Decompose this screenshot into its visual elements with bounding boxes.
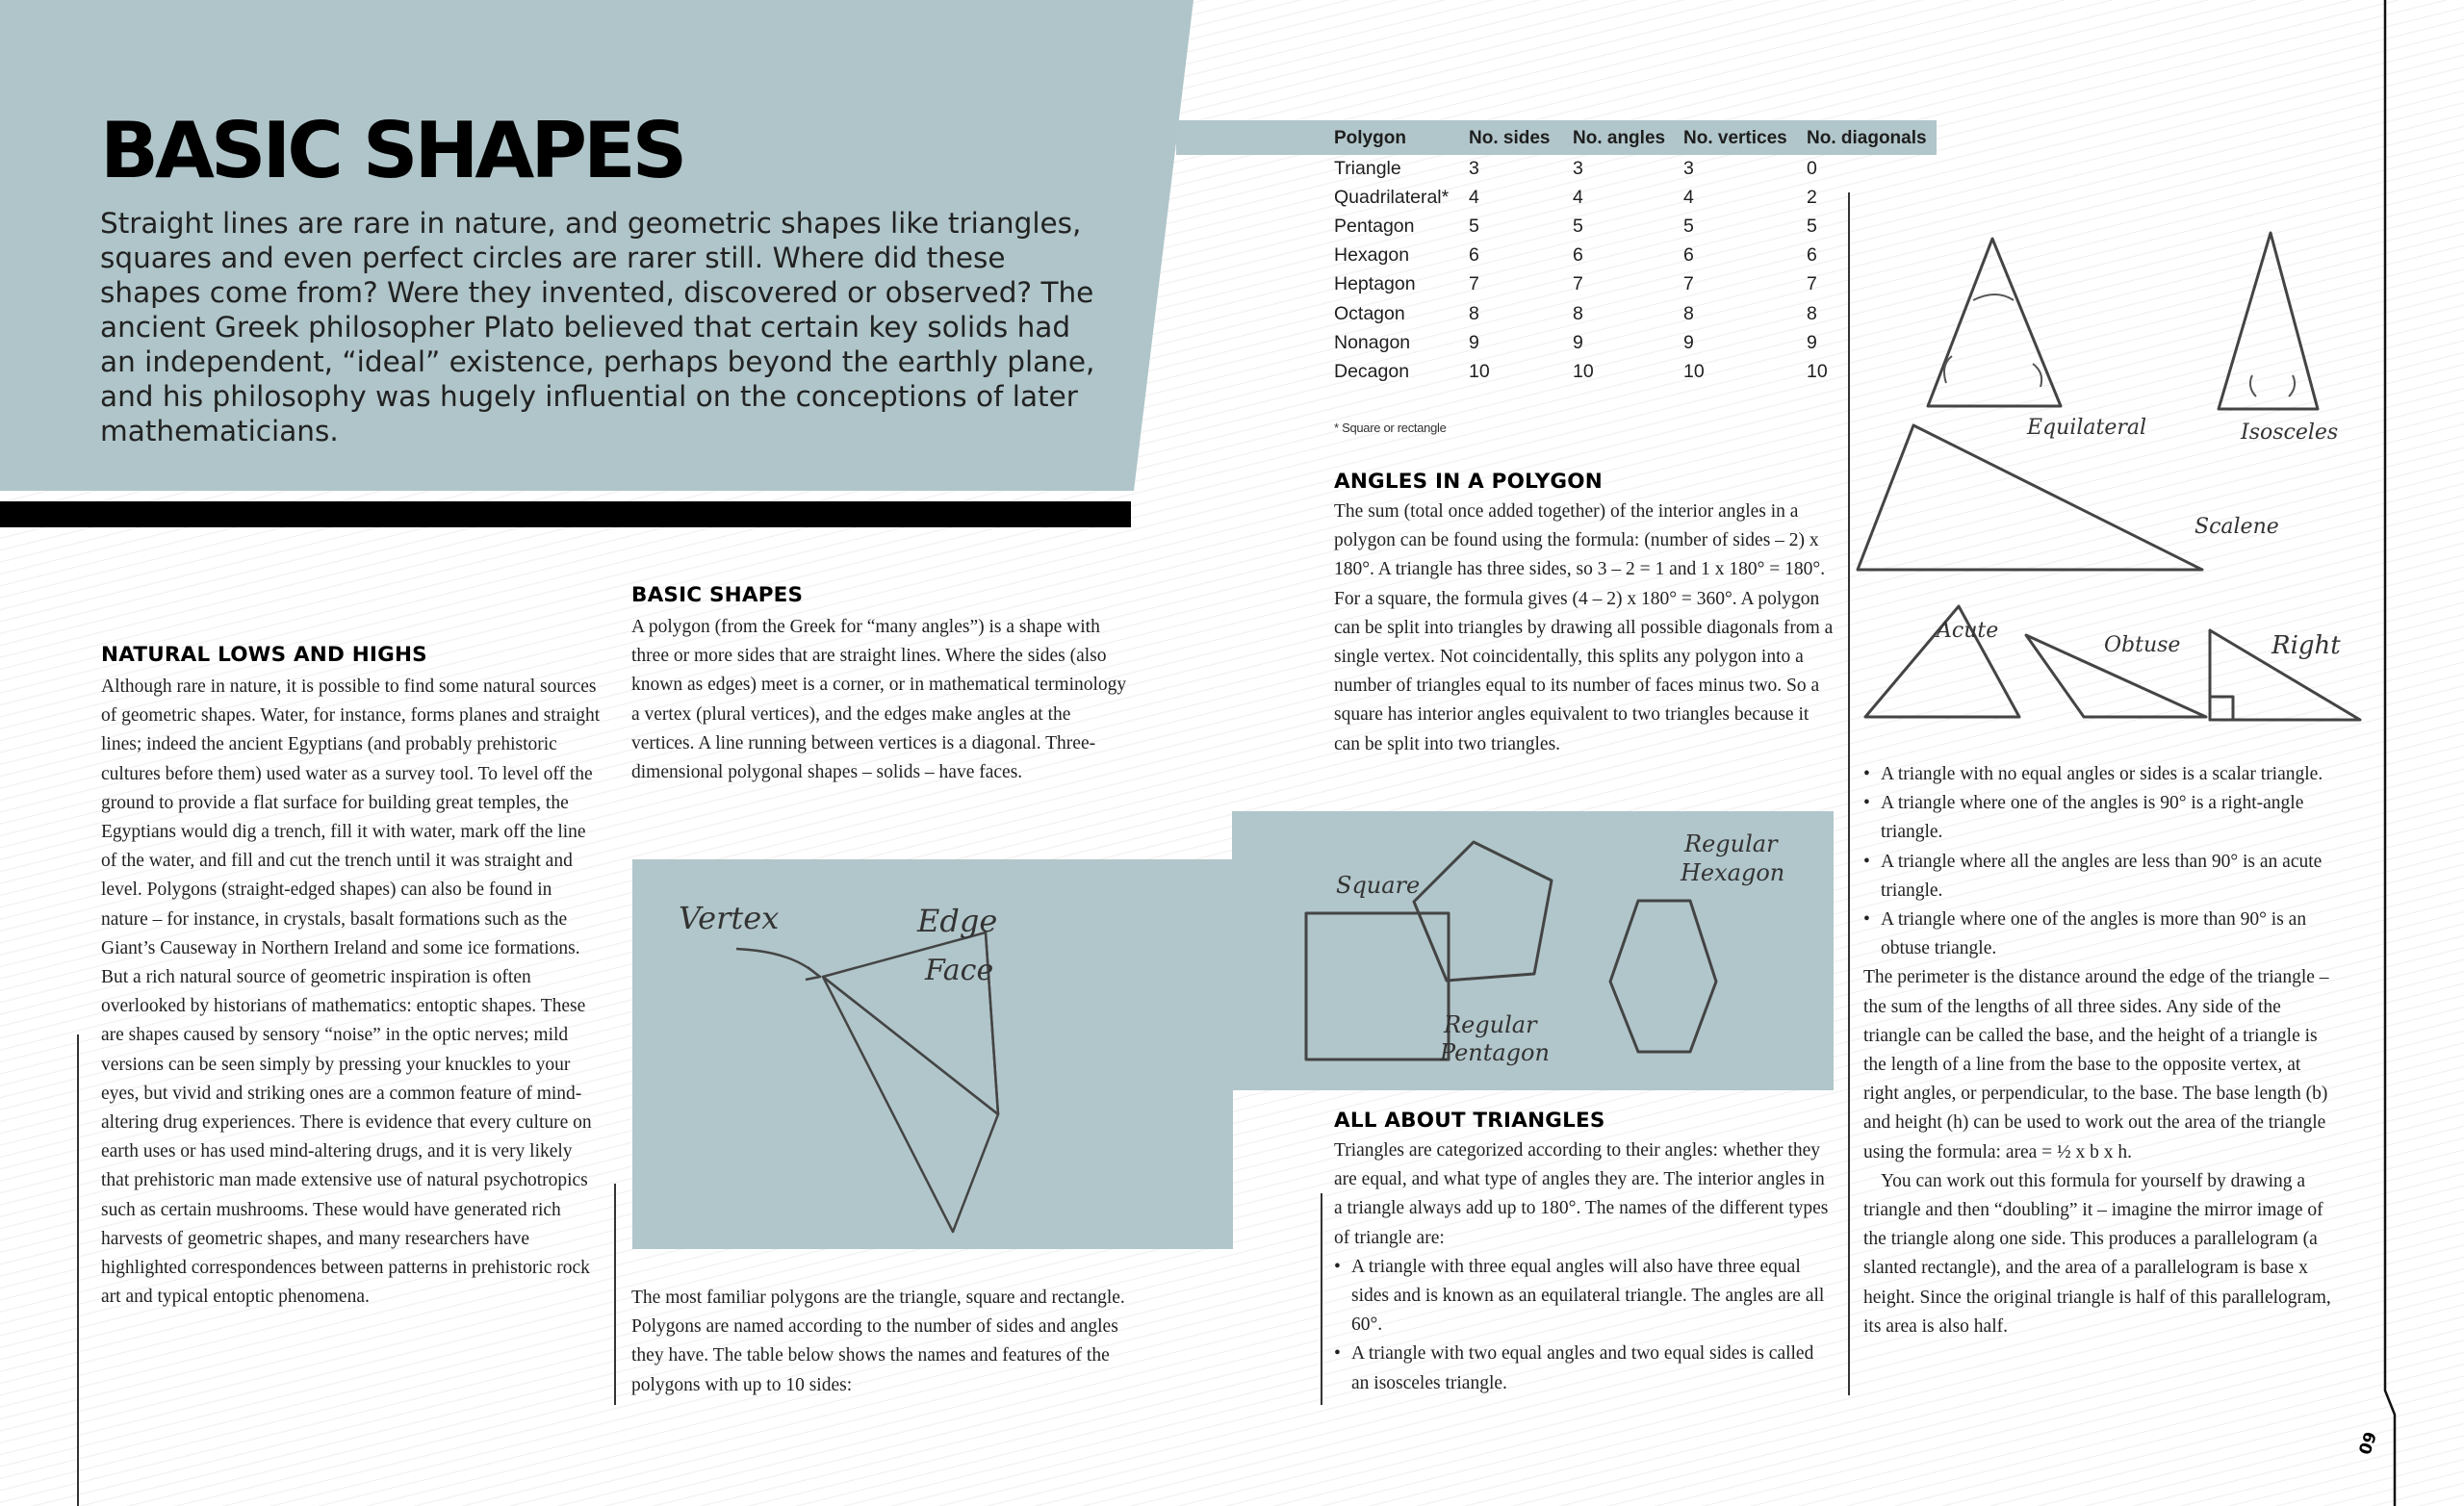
table-cell: Quadrilateral* — [1334, 186, 1450, 208]
table-cell: 8 — [1573, 302, 1583, 324]
table-row — [1334, 183, 1927, 212]
hexagon-label: Hexagon — [1681, 859, 1785, 886]
table-row — [1334, 212, 1927, 241]
section-body: The perimeter is the distance around the edge of the triangle – the sum of the lengths of all three sides. Any side of the triangle can be called the base, and the height of a triangle is the length of a line from the base to the opposite vertex, at right angles, or perpendicular, to the base. The base length (b) and height (h) can be used to work out the area of the triangle using the formula: area = ½ x b x h. — [1863, 967, 2329, 1162]
table-cell: 6 — [1683, 244, 1694, 267]
section-natural — [101, 643, 602, 1312]
table-cell: 8 — [1683, 302, 1694, 324]
table-cell: Decagon — [1334, 360, 1410, 382]
intro-text: Straight lines are rare in nature, and geometric shapes like triangles, squares and even perfect circles are rarer still. Where did these shapes come from? Were they invented, discovered or observed? The ancient Greek philosopher Plato believed that certain key solids had an independent, “ideal” existence, perhaps beyond the earthly plane, and his philosophy was hugely influential on the conceptions of later mathematicians. — [100, 207, 1095, 447]
table-cell: 8 — [1807, 302, 1817, 324]
table-cell: 5 — [1573, 215, 1583, 237]
table-cell: 6 — [1573, 244, 1583, 267]
section-body: You can work out this formula for yourself by drawing a triangle and then “doubling” it – imagine the mirror image of the triangle along one side. This produces a parallelogram (a slanted rectangle), and the area of a parallelogram is base x height. Since the original triangle is half of this parallelogram, its area is also half. — [1863, 1170, 2331, 1337]
table-row — [1334, 270, 1927, 299]
page-title: BASIC SHAPES — [100, 106, 684, 195]
section-triangles — [1334, 1109, 1835, 1398]
table-header-cell: No. diagonals — [1807, 128, 1927, 148]
table-cell: 8 — [1469, 302, 1479, 324]
table-header-row — [1334, 123, 1927, 154]
list-item: • A triangle where one of the angles is more than 90° is an obtuse triangle. — [1863, 906, 2335, 963]
table-cell: 5 — [1469, 215, 1479, 237]
table-header-cell: No. angles — [1573, 128, 1666, 148]
square-label: Square — [1336, 872, 1421, 899]
table-row — [1334, 299, 1927, 328]
table-cell: 5 — [1683, 215, 1694, 237]
table-header-cell: No. sides — [1469, 128, 1551, 148]
table-cell: Octagon — [1334, 302, 1405, 324]
section-heading: BASIC SHAPES — [631, 583, 804, 607]
hexagon-shape — [1610, 901, 1716, 1052]
pentagon-label: Pentagon — [1440, 1039, 1550, 1066]
table-cell: 10 — [1573, 360, 1594, 382]
table-cell: 2 — [1807, 186, 1817, 208]
table-cell: 0 — [1807, 157, 1817, 179]
table-cell: 7 — [1807, 273, 1817, 295]
section-heading: ANGLES IN A POLYGON — [1334, 470, 1603, 494]
table-cell: 5 — [1807, 215, 1817, 237]
table-cell: 9 — [1807, 331, 1817, 353]
list-item: • A triangle with two equal angles and two equal sides is called an isosceles triangle. — [1334, 1340, 1835, 1397]
vertex-label: Vertex — [679, 900, 780, 936]
table-cell: 7 — [1469, 273, 1479, 295]
section-heading: NATURAL LOWS AND HIGHS — [101, 643, 427, 667]
section-basic-shapes-cont — [631, 1284, 1130, 1400]
table-row — [1334, 328, 1927, 357]
table-cell: 3 — [1573, 157, 1583, 179]
page-number: 09 — [2355, 1429, 2382, 1458]
table-cell: Nonagon — [1334, 331, 1411, 353]
table-cell: 7 — [1683, 273, 1694, 295]
triangle-types-sketch — [1848, 192, 2387, 731]
table-row — [1334, 357, 1927, 386]
section-body: The most familiar polygons are the triangle, square and rectangle. Polygons are named according to the number of sides and angles they have. The table below shows the names and features of the polygons with up to 10 sides: — [631, 1288, 1125, 1395]
table-cell: 6 — [1469, 244, 1479, 267]
table-row — [1334, 242, 1927, 270]
hexagon-label: Regular — [1684, 830, 1778, 857]
scalene-label: Scalene — [2194, 515, 2279, 539]
table-cell: Pentagon — [1334, 215, 1415, 237]
list-item: • A triangle where all the angles are less than 90° is an acute triangle. — [1863, 848, 2335, 906]
table-cell: 4 — [1683, 186, 1694, 208]
polygons-sketch — [1232, 811, 1834, 1090]
table-cell: Heptagon — [1334, 273, 1416, 295]
scalene-triangle — [1858, 425, 2202, 570]
pentagon-label: Regular — [1444, 1011, 1537, 1038]
table-cell: 3 — [1683, 157, 1694, 179]
table-cell: 7 — [1573, 273, 1583, 295]
list-item: • A triangle where one of the angles is 90° is a right-angle triangle. — [1863, 789, 2335, 847]
section-angles — [1334, 470, 1835, 759]
table-cell: 10 — [1807, 360, 1828, 382]
table-cell: 4 — [1469, 186, 1479, 208]
pentagon-shape — [1414, 842, 1552, 981]
right-label: Right — [2272, 631, 2341, 660]
isosceles-label: Isosceles — [2241, 421, 2339, 445]
table-cell: 9 — [1683, 331, 1694, 353]
section-basic-shapes — [631, 583, 1130, 787]
list-item: • A triangle with no equal angles or sides is a scalar triangle. — [1863, 760, 2335, 789]
isosceles-triangle — [2219, 233, 2318, 409]
table-header-cell: Polygon — [1334, 128, 1406, 148]
triangle-list — [1334, 1253, 1835, 1398]
list-item: • A triangle with three equal angles will also have three equal sides and is known as an equilateral triangle. The angles are all 60°. — [1334, 1253, 1835, 1340]
solid-sketch — [632, 859, 1233, 1249]
section-heading: ALL ABOUT TRIANGLES — [1334, 1109, 1605, 1133]
table-cell: 6 — [1807, 244, 1817, 267]
table-cell: 3 — [1469, 157, 1479, 179]
face-label: Face — [925, 954, 994, 987]
table-cell: 9 — [1573, 331, 1583, 353]
obtuse-label: Obtuse — [2104, 633, 2181, 657]
section-body: Triangles are categorized according to their angles: whether they are equal, and what type of angles they are. The interior angles in a triangle always add up to 180°. The names of the different types of triangle are: — [1334, 1140, 1829, 1248]
table-cell: 10 — [1683, 360, 1705, 382]
section-body: Although rare in nature, it is possible to find some natural sources of geometric shapes. Water, for instance, forms planes and straight lines; indeed the ancient Egyptians (and probably prehistoric cultures before them) used water as a survey tool. To level off the ground to provide a flat surface for building great temples, the Egyptians would dig a trench, fill it with water, mark off the line of the water, and fill and cut the trench until it was straight and level. Polygons (straight-edged shapes) can also be found in nature – for instance, in crystals, basalt formations such as the Giant’s Causeway in Northern Ireland and some ice formations. But a rich natural source of geometric inspiration is often overlooked by historians of mathematics: entoptic shapes. These are shapes caused by sensory “noise” in the optic nerves; mild versions can be seen simply by pressing your knuckles to your eyes, but vivid and striking ones are a common feature of mind-altering drug experiences. There is evidence that every culture on earth uses or has used mind-altering drugs, and it is very likely that prehistoric man made extensive use of natural psychotropics such as certain mushrooms. These would have generated rich harvests of geometric shapes, and many researchers have highlighted correspondences between patterns in prehistoric rock art and typical entoptic phenomena. — [101, 676, 601, 1308]
table-footnote: * Square or rectangle — [1334, 421, 1447, 435]
section-triangles-cont — [1863, 760, 2335, 1341]
polygon-table — [1334, 123, 1927, 387]
table-cell: Hexagon — [1334, 244, 1410, 267]
table-row — [1334, 154, 1927, 183]
table-cell: Triangle — [1334, 157, 1401, 179]
table-cell: 9 — [1469, 331, 1479, 353]
equilateral-label: Equilateral — [2027, 416, 2147, 440]
acute-label: Acute — [1937, 619, 1999, 643]
table-cell: 10 — [1469, 360, 1490, 382]
table-header-cell: No. vertices — [1683, 128, 1787, 148]
section-body: The sum (total once added together) of the interior angles in a polygon can be found using the formula: (number of sides – 2) x 180°. A triangle has three sides, so 3 – 2 = 1 and 1 x 180° = 180°. For a square, the formula gives (4 – 2) x 180° = 360°. A polygon can be split into triangles by drawing all possible diagonals from a single vertex. Not coincidentally, this splits any polygon into a number of triangles equal to its number of faces minus two. So a square has interior angles equivalent to two triangles because it can be split into two triangles. — [1334, 501, 1834, 754]
edge-label: Edge — [917, 903, 998, 939]
triangle-list — [1863, 760, 2335, 963]
table-cell: 4 — [1573, 186, 1583, 208]
section-body: A polygon (from the Greek for “many angles”) is a shape with three or more sides that are straight lines. Where the sides (also known as edges) meet is a corner, or in mathematical terminology a vertex (plural vertices), and the edges make angles at the vertices. A line running between vertices is a diagonal. Three-dimensional polygonal shapes – solids – have faces. — [631, 617, 1127, 783]
